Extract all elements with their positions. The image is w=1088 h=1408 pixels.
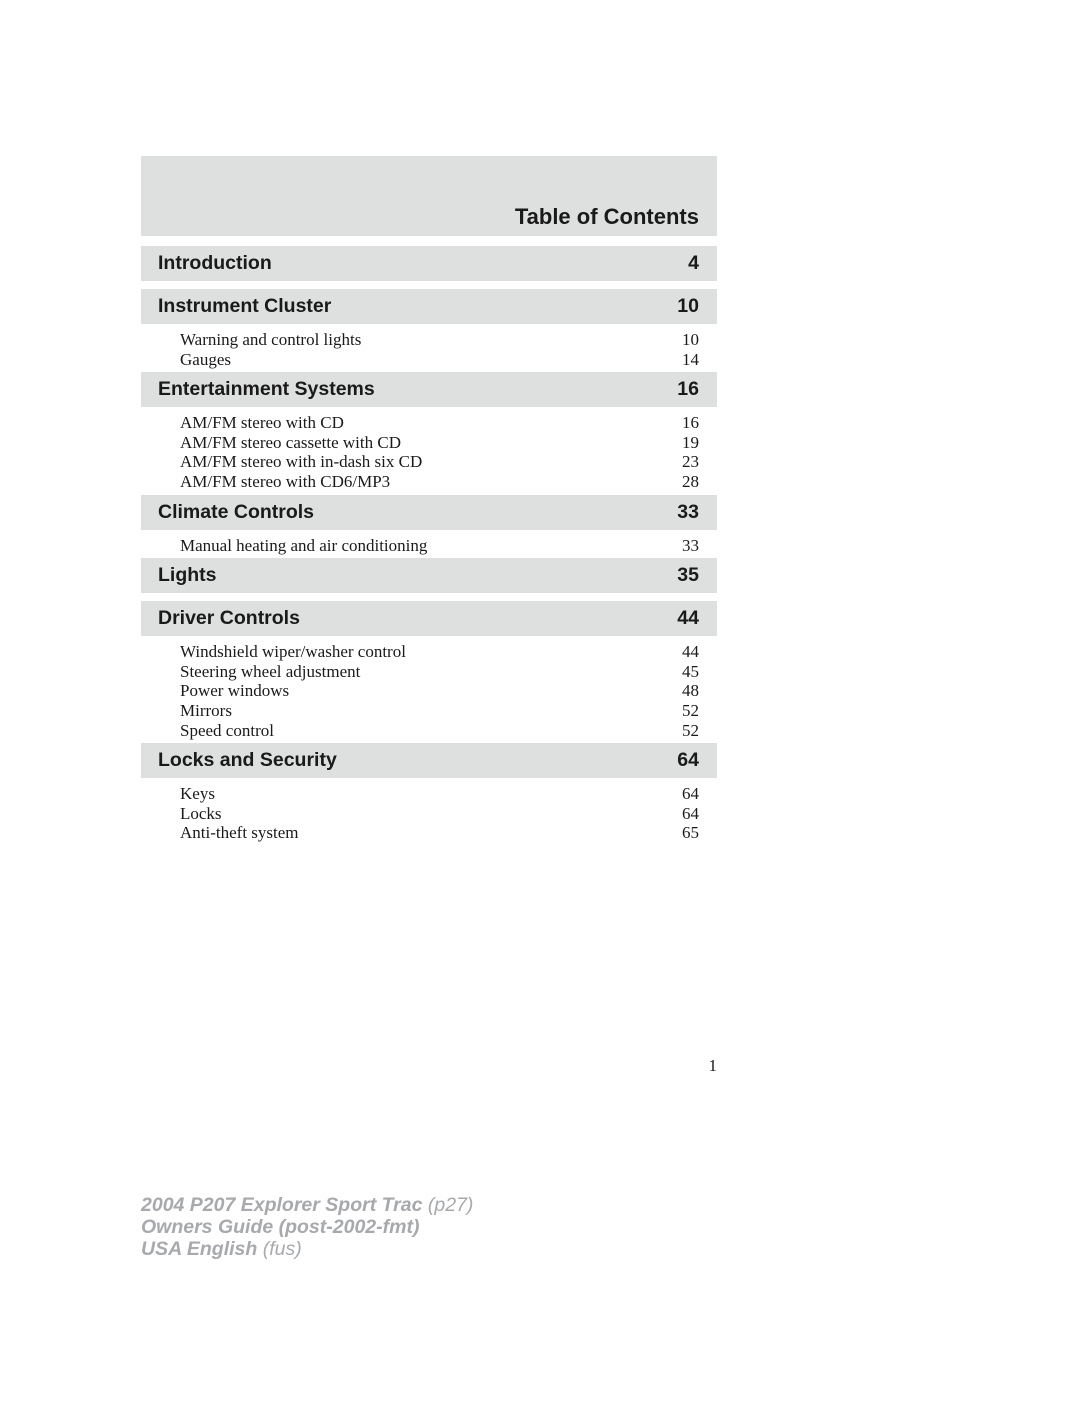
toc-item-label: Mirrors: [180, 700, 232, 720]
toc-section-bar: [141, 558, 717, 593]
toc-subitems: [141, 324, 717, 372]
section-page: 35: [677, 564, 699, 587]
section-page: 4: [688, 252, 699, 274]
toc-subitems: [141, 636, 717, 743]
footer-line-2: Owners Guide (post-2002-fmt): [141, 1216, 420, 1238]
toc-header: [141, 156, 717, 236]
toc-item-page: 10: [682, 330, 699, 349]
footer-line-1: 2004 P207 Explorer Sport Trac (p27): [141, 1194, 474, 1216]
toc-item: [180, 701, 699, 721]
toc-item: [180, 662, 699, 682]
toc-section-bar: [141, 495, 717, 530]
toc-item: [180, 642, 699, 662]
toc-item-label: Windshield wiper/washer control: [180, 642, 406, 662]
toc-item-label: Anti-theft system: [180, 823, 299, 843]
toc-section-bar: [141, 601, 717, 636]
toc-item: [180, 472, 699, 492]
toc-item-page: 52: [682, 700, 699, 720]
toc-section-bar: [141, 372, 717, 407]
toc-item-label: Keys: [180, 784, 215, 804]
section-title: Entertainment Systems: [158, 378, 375, 401]
table-of-contents: [141, 156, 717, 846]
toc-item-label: AM/FM stereo cassette with CD: [180, 432, 401, 452]
toc-item: [180, 784, 699, 804]
toc-sections: [141, 246, 717, 846]
toc-item: [180, 823, 699, 843]
toc-item: [180, 804, 699, 824]
toc-item-page: 16: [682, 413, 699, 433]
toc-item-label: Speed control: [180, 720, 274, 740]
section-title: Locks and Security: [158, 749, 337, 772]
toc-subitems: [141, 407, 717, 494]
toc-item-page: 33: [682, 535, 699, 555]
toc-item-page: 52: [682, 720, 699, 740]
section-title: Climate Controls: [158, 500, 315, 523]
toc-item: [180, 681, 699, 701]
footer: [141, 1194, 473, 1260]
toc-item-page: 14: [682, 349, 699, 369]
section-title: Introduction: [158, 252, 272, 274]
toc-item-page: 19: [682, 432, 699, 452]
toc-item-page: 64: [682, 803, 699, 823]
toc-item-page: 28: [682, 471, 699, 491]
toc-item: [180, 536, 699, 556]
section-title: Instrument Cluster: [158, 295, 332, 317]
toc-item: [180, 413, 699, 433]
toc-item-label: Steering wheel adjustment: [180, 661, 361, 681]
toc-subitems: [141, 530, 717, 559]
toc-section-bar: [141, 246, 717, 281]
toc-item-label: AM/FM stereo with in-dash six CD: [180, 452, 423, 472]
toc-item-label: Locks: [180, 803, 222, 823]
toc-item: [180, 350, 699, 370]
toc-item-label: Power windows: [180, 681, 290, 701]
section-page: 33: [677, 500, 699, 523]
toc-item-label: AM/FM stereo with CD: [180, 413, 344, 433]
toc-item-page: 44: [682, 642, 699, 662]
toc-item-page: 23: [682, 452, 699, 472]
toc-item-page: 45: [682, 661, 699, 681]
toc-item-page: 64: [682, 784, 699, 804]
toc-section-bar: [141, 743, 717, 778]
toc-item: [180, 721, 699, 741]
toc-item-page: 65: [682, 823, 699, 843]
section-page: 16: [677, 378, 699, 401]
toc-item: [180, 433, 699, 453]
toc-item-label: Manual heating and air conditioning: [180, 535, 428, 555]
toc-item: [180, 330, 699, 350]
toc-item: [180, 452, 699, 472]
page-title: Table of Contents: [514, 204, 699, 229]
section-page: 64: [677, 749, 699, 772]
page-number: 1: [708, 1056, 717, 1075]
toc-section-bar: [141, 289, 717, 324]
footer-line-3: USA English (fus): [141, 1238, 302, 1260]
toc-item-label: AM/FM stereo with CD6/MP3: [180, 471, 391, 491]
section-page: 10: [677, 295, 699, 317]
toc-item-label: Warning and control lights: [180, 330, 362, 349]
toc-subitems: [141, 778, 717, 846]
section-title: Lights: [158, 564, 217, 587]
toc-item-page: 48: [682, 681, 699, 701]
toc-item-label: Gauges: [180, 349, 231, 369]
section-title: Driver Controls: [158, 607, 300, 630]
section-page: 44: [677, 607, 699, 630]
